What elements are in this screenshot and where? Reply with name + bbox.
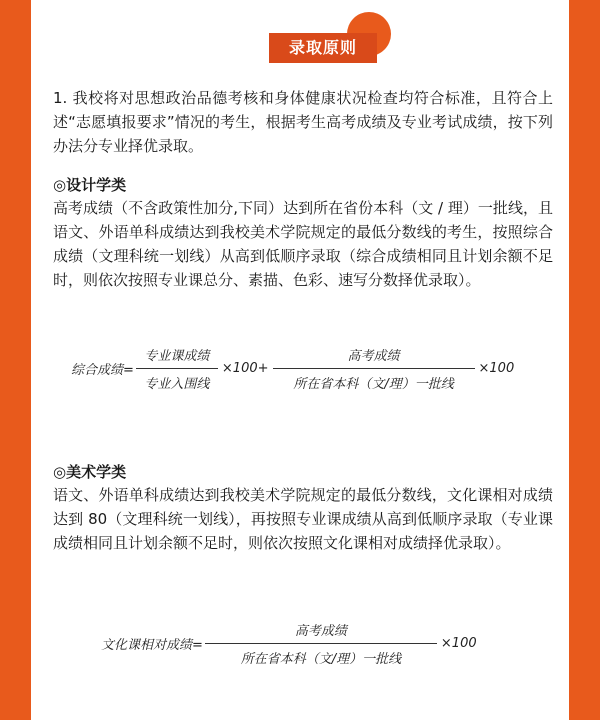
relative-score-formula [101,620,479,667]
intro-paragraph: 1. 我校将对思想政治品德考核和身体健康状况检查均符合标准，且符合上述“志愿填报要求”情况的考生，根据考生高考成绩及专业考试成绩，按下列办法分专业择优录取。 [53,89,553,155]
fraction-gaokao [273,345,475,392]
fraction-denominator: 所在省本科（文/理）一批线 [293,377,454,392]
fraction-denominator: 专业入围线 [144,377,210,392]
fraction-numerator: 高考成绩 [273,345,475,369]
composite-score-formula [71,345,516,392]
fraction-numerator: 高考成绩 [205,620,437,644]
design-section-title: ◎设计学类 [53,176,127,194]
fineart-paragraph: 语文、外语单科成绩达到我校美术学院规定的最低分数线，文化课相对成绩达到 80（文理科统一划线），再按照专业课成绩从高到低顺序录取（专业课成绩相同且计划余额不足时，则依次按照文化课相对成绩择优录取）。 [53,486,553,552]
content-card [31,0,569,720]
fraction-major [136,345,218,392]
formula-operator: ×100 [440,636,477,651]
fineart-section-title: ◎美术学类 [53,463,127,481]
formula-lhs: 综合成绩= [71,363,134,378]
design-paragraph: 高考成绩（不含政策性加分,下同）达到所在省份本科（文 / 理）一批线，且语文、外语单科成绩达到我校美术学院规定的最低分数线的考生，按照综合成绩（文理科统一划线）从高到低顺序录取（综合成绩相同且计划余额不足时，则依次按照专业课总分、素描、色彩、速写分数择优录取）。 [53,199,553,289]
fraction-numerator: 专业课成绩 [136,345,218,369]
fraction-denominator: 所在省本科（文/理）一批线 [240,652,402,667]
formula-operator: ×100 [478,361,515,376]
formula-lhs: 文化课相对成绩= [101,638,203,653]
fraction-gaokao [205,620,437,667]
section-header: 录取原则 [269,33,377,63]
formula-operator: ×100+ [221,361,269,376]
